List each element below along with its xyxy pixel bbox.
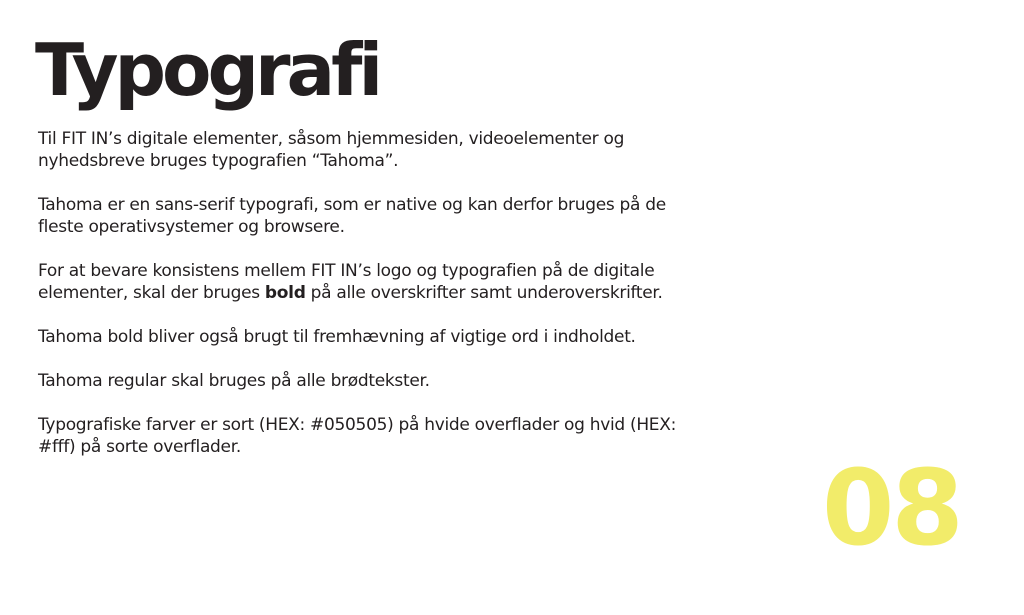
paragraph-bold-usage [38,326,758,348]
paragraph-line: #fff) på sorte overflader. [38,437,241,457]
paragraph-line: For at bevare konsistens mellem FIT IN’s logo og typografien på de digitale [38,261,655,281]
paragraph-line: Tahoma regular skal bruges på alle brødtekster. [38,371,430,391]
bold-emphasis: bold [264,283,306,303]
paragraph-line: Tahoma bold bliver også brugt til fremhævning af vigtige ord i indholdet. [38,327,636,347]
paragraph-line: fleste operativsystemer og browsere. [38,217,345,237]
paragraph-line: elementer, skal der bruges [38,283,265,303]
paragraph-colors [38,414,758,458]
body-text [38,128,758,458]
paragraph-line: Typografiske farver er sort (HEX: #050505) på hvide overflader og hvid (HEX: [38,415,677,435]
paragraph-consistency [38,260,758,304]
page-title: Typografi [35,28,380,112]
page-number: 08 [822,447,961,569]
paragraph-line: på alle overskrifter samt underoverskrifter. [305,283,663,303]
paragraph-regular-usage [38,370,758,392]
paragraph-intro [38,128,758,172]
paragraph-sans-serif [38,194,758,238]
paragraph-line: nyhedsbreve bruges typografien “Tahoma”. [38,151,399,171]
paragraph-line: Til FIT IN’s digitale elementer, såsom hjemmesiden, videoelementer og [38,129,625,149]
paragraph-line: Tahoma er en sans-serif typografi, som er native og kan derfor bruges på de [38,195,666,215]
